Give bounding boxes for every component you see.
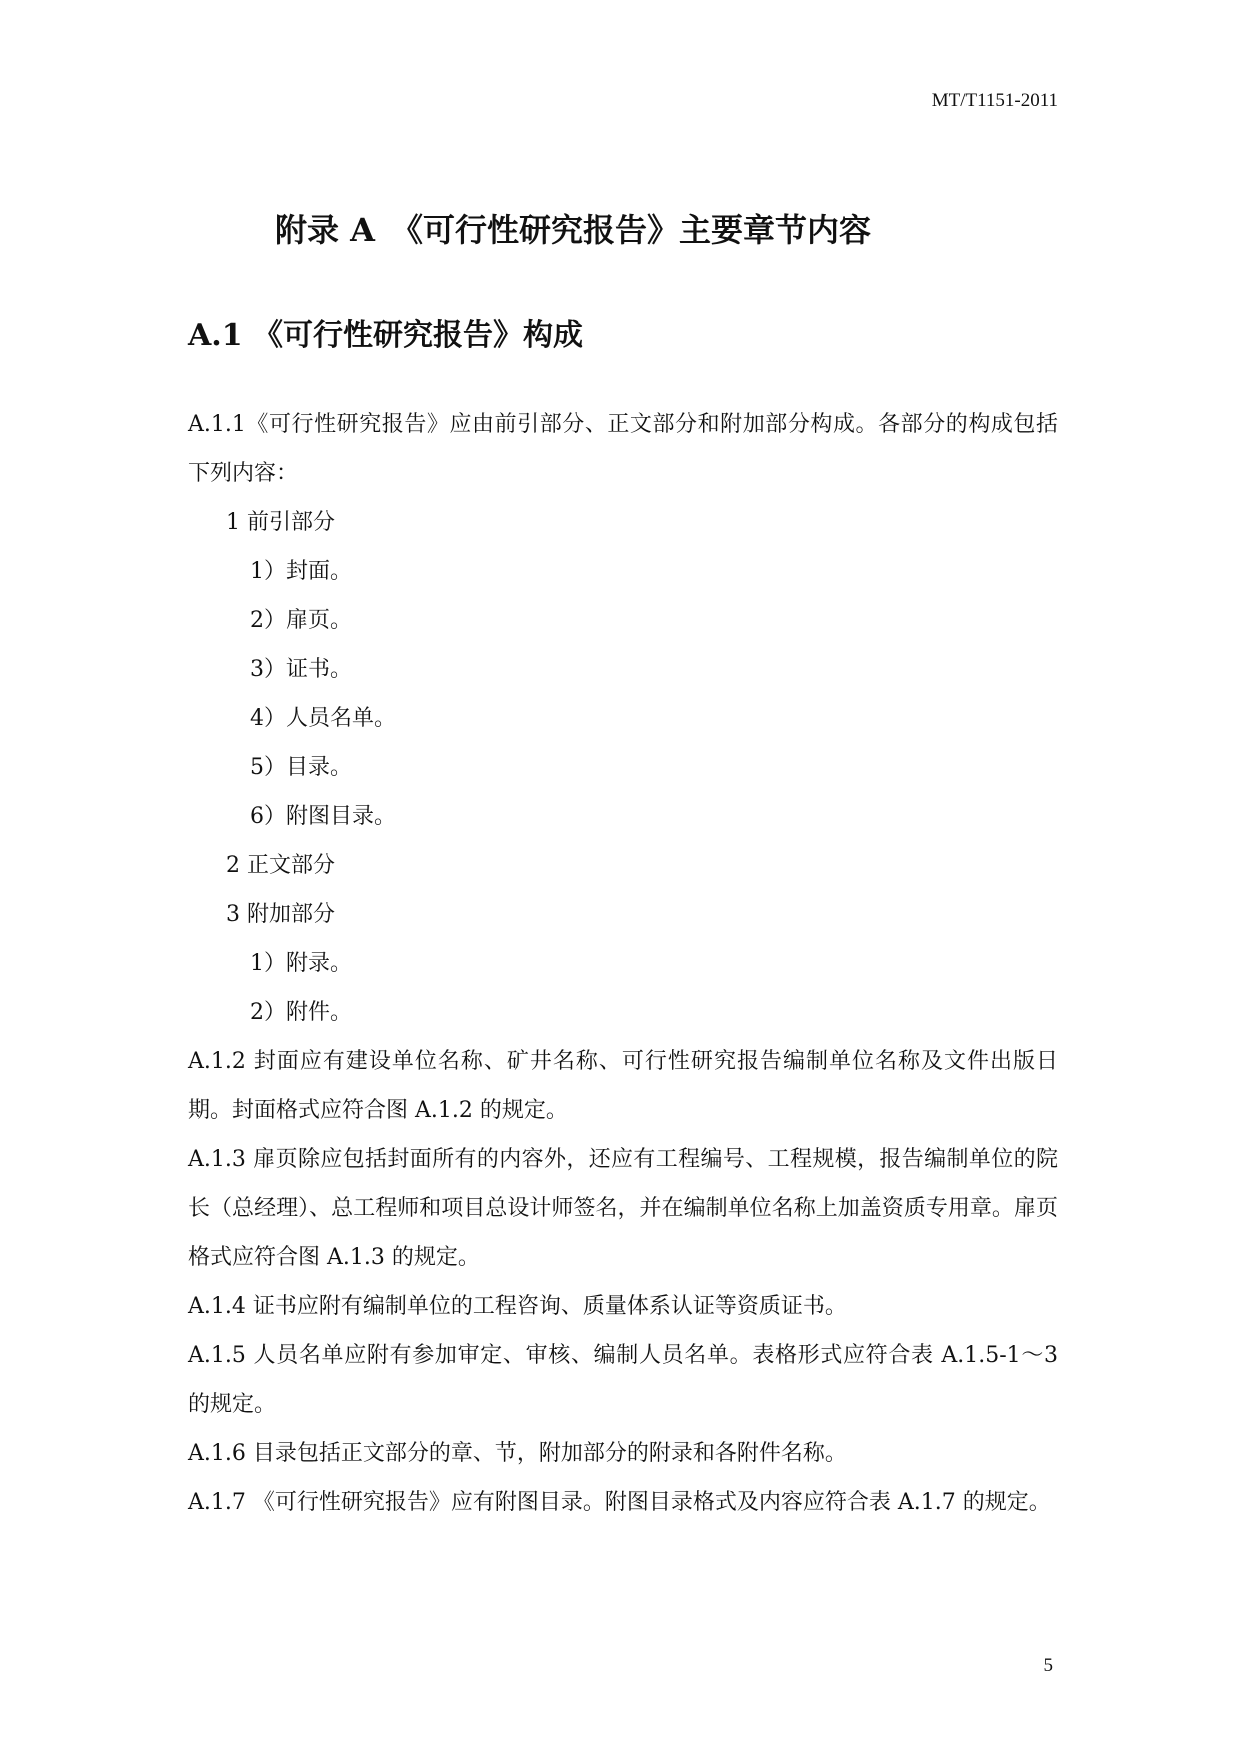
document-body bbox=[188, 400, 1058, 1527]
clause-a-1-7: A.1.7 《可行性研究报告》应有附图目录。附图目录格式及内容应符合表 A.1.7 的规定。 bbox=[188, 1490, 1051, 1515]
part-2-title: 2 正文部分 bbox=[226, 853, 335, 878]
clause-a-1-4: A.1.4 证书应附有编制单位的工程咨询、质量体系认证等资质证书。 bbox=[188, 1294, 847, 1319]
section-title: A.1 《可行性研究报告》构成 bbox=[188, 318, 584, 353]
standard-code: MT/T1151-2011 bbox=[931, 90, 1058, 111]
clause-a-1-6: A.1.6 目录包括正文部分的章、节，附加部分的附录和各附件名称。 bbox=[188, 1441, 847, 1466]
part-1-item-title-page: 2）扉页。 bbox=[250, 608, 352, 633]
clause-a-1-1: A.1.1《可行性研究报告》应由前引部分、正文部分和附加部分构成。各部分的构成包括下列内容： bbox=[188, 412, 1058, 486]
part-3-item-appendix: 1）附录。 bbox=[250, 951, 352, 976]
part-1-title: 1 前引部分 bbox=[226, 510, 335, 535]
page-number: 5 bbox=[1043, 1655, 1053, 1676]
appendix-title: 附录 A 《可行性研究报告》主要章节内容 bbox=[275, 211, 871, 249]
clause-a-1-5: A.1.5 人员名单应附有参加审定、审核、编制人员名单。表格形式应符合表 A.1.5-1～3 的规定。 bbox=[188, 1343, 1058, 1417]
part-1-item-personnel-list: 4）人员名单。 bbox=[250, 706, 396, 731]
clause-a-1-3: A.1.3 扉页除应包括封面所有的内容外，还应有工程编号、工程规模，报告编制单位的院长（总经理）、总工程师和项目总设计师签名，并在编制单位名称上加盖资质专用章。扉页格式应符合图 A.1.3 的规定。 bbox=[188, 1147, 1058, 1270]
part-1-item-certificate: 3）证书。 bbox=[250, 657, 352, 682]
part-1-item-cover: 1）封面。 bbox=[250, 559, 352, 584]
part-1-item-figure-list: 6）附图目录。 bbox=[250, 804, 396, 829]
clause-a-1-2: A.1.2 封面应有建设单位名称、矿井名称、可行性研究报告编制单位名称及文件出版日期。封面格式应符合图 A.1.2 的规定。 bbox=[188, 1049, 1058, 1123]
part-3-title: 3 附加部分 bbox=[226, 902, 335, 927]
part-1-item-contents: 5）目录。 bbox=[250, 755, 352, 780]
part-3-item-attachment: 2）附件。 bbox=[250, 1000, 352, 1025]
